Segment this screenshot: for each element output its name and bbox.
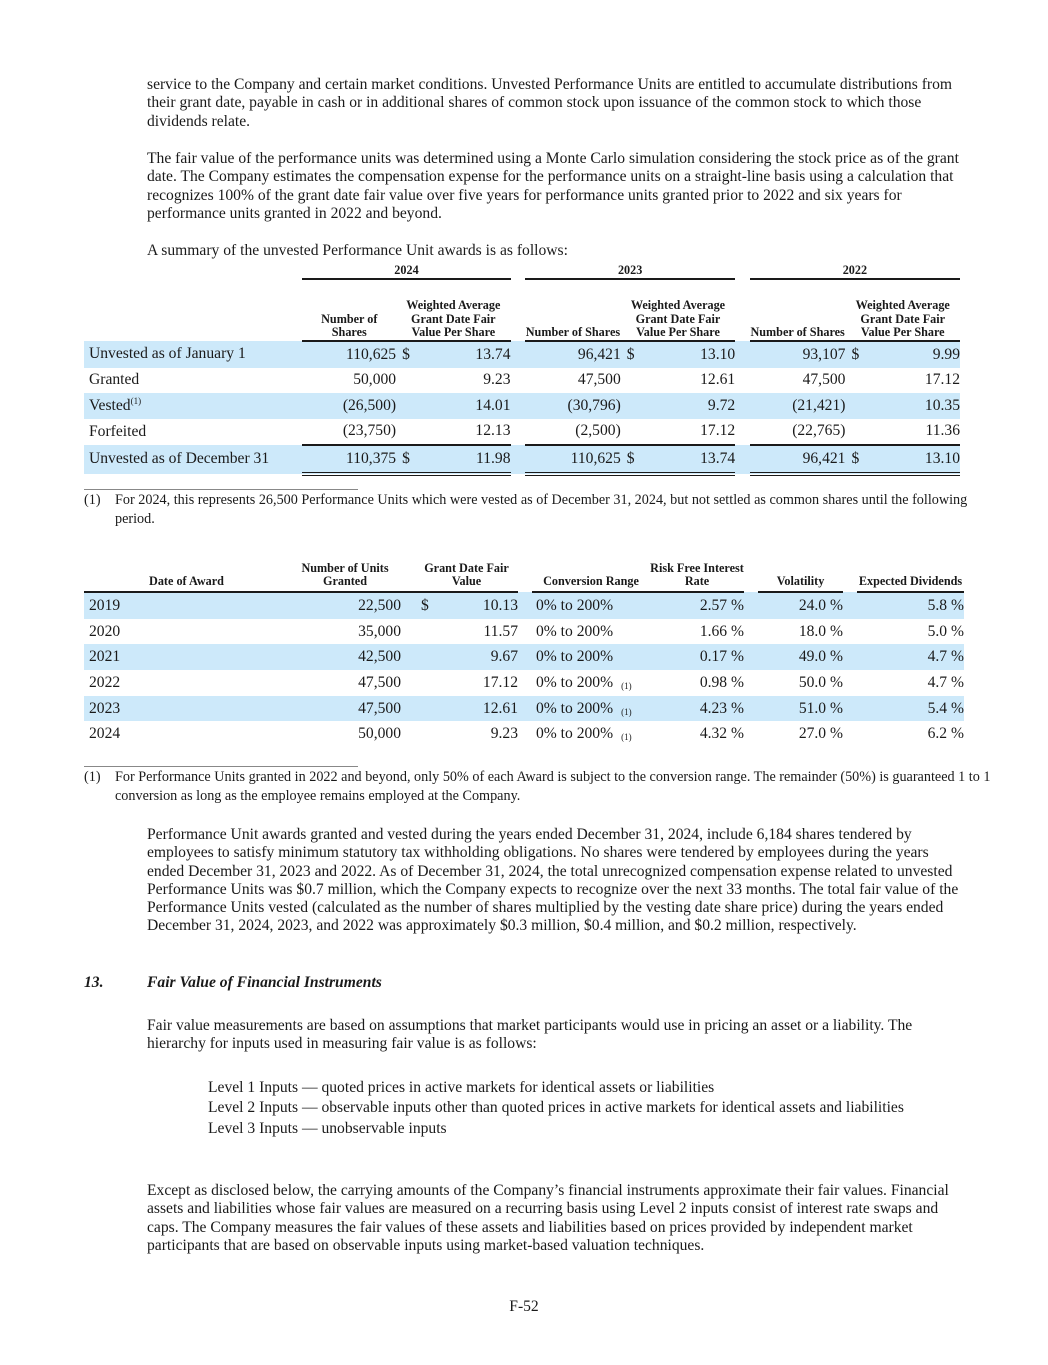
section-number: 13. bbox=[84, 974, 104, 991]
grant-fair-value: 11.57 bbox=[483, 622, 518, 640]
fair-value-hierarchy-list bbox=[208, 1078, 948, 1139]
row-label: Forfeited bbox=[89, 422, 147, 440]
cell bbox=[621, 393, 642, 419]
grant-fair-value: 9.67 bbox=[490, 648, 518, 666]
table-row bbox=[84, 419, 960, 446]
units-granted: 47,500 bbox=[358, 699, 401, 717]
conversion-range: 0% to 200% bbox=[536, 596, 614, 614]
footnote-ref: (1) bbox=[130, 396, 142, 407]
table-row bbox=[84, 592, 964, 619]
table-row-total bbox=[84, 445, 960, 474]
table-row bbox=[84, 696, 964, 722]
volatility: 24.0 % bbox=[798, 596, 843, 614]
grant-fair-value: 10.13 bbox=[482, 596, 518, 614]
level-1-item: Level 1 Inputs — quoted prices in active markets for identical assets or liabilities bbox=[208, 1079, 715, 1096]
table-row bbox=[84, 341, 960, 368]
expected-dividends: 4.7 % bbox=[927, 648, 964, 666]
units-granted: 50,000 bbox=[358, 725, 401, 743]
units-granted: 22,500 bbox=[358, 596, 401, 614]
col-header-shares: Number of Shares bbox=[525, 279, 621, 341]
cell: (22,765) bbox=[792, 422, 846, 440]
volatility: 27.0 % bbox=[798, 725, 843, 743]
col-header-expected-dividends: Expected Dividends bbox=[857, 560, 964, 592]
award-year: 2022 bbox=[89, 673, 121, 691]
table-row bbox=[84, 619, 964, 645]
cell: 93,107 bbox=[802, 345, 846, 363]
cell: 96,421 bbox=[577, 345, 621, 363]
cell: 11.36 bbox=[925, 422, 960, 440]
expected-dividends: 6.2 % bbox=[927, 725, 964, 743]
currency-symbol bbox=[415, 619, 435, 645]
expected-dividends: 4.7 % bbox=[927, 673, 964, 691]
col-header-wagdfv: Weighted Average Grant Date Fair Value Per Share bbox=[845, 279, 960, 341]
conversion-range: 0% to 200% bbox=[536, 648, 614, 666]
row-label: Granted bbox=[89, 371, 140, 389]
col-header-date: Date of Award bbox=[84, 560, 289, 592]
footnote-ref: (1) bbox=[621, 680, 632, 691]
col-header-fair-value: Grant Date Fair Value bbox=[415, 560, 518, 592]
fair-value-intro: Fair value measurements are based on assumptions that market participants would use in pricing an asset or a liability. The hierarchy for inputs used in measuring fair value is as follows: bbox=[147, 1017, 913, 1053]
cell: (23,750) bbox=[342, 422, 397, 440]
risk-free-rate: 2.57 % bbox=[699, 596, 744, 614]
cell: $ bbox=[621, 445, 642, 474]
cell: (2,500) bbox=[575, 422, 621, 440]
cell: 47,500 bbox=[577, 371, 621, 389]
footnote-divider bbox=[84, 489, 358, 490]
cell: 13.10 bbox=[700, 345, 736, 363]
cell bbox=[845, 393, 866, 419]
cell: $ bbox=[626, 345, 635, 363]
footnote-ref: (1) bbox=[621, 732, 632, 743]
volatility: 18.0 % bbox=[798, 622, 843, 640]
cell: 110,625 bbox=[525, 445, 621, 474]
units-granted: 42,500 bbox=[358, 648, 401, 666]
volatility: 49.0 % bbox=[798, 648, 843, 666]
currency-symbol bbox=[415, 644, 435, 670]
col-header-shares: Number of Shares bbox=[302, 279, 396, 341]
col-header-volatility: Volatility bbox=[758, 560, 843, 592]
unvested-summary-table bbox=[84, 264, 960, 476]
intro-paragraph-1: service to the Company and certain market conditions. Unvested Performance Units are entitled to accumulate distributions from their grant date, payable in cash or in additional shares of common stock upon issuance of the common stock to which those dividends relate. bbox=[147, 76, 953, 130]
year-header-2023: 2023 bbox=[525, 264, 735, 279]
table-row bbox=[84, 644, 964, 670]
currency-symbol bbox=[415, 696, 435, 722]
table-row bbox=[84, 721, 964, 747]
year-header-2024: 2024 bbox=[302, 264, 510, 279]
page-number: F-52 bbox=[509, 1298, 539, 1315]
conversion-range: 0% to 200% (1) bbox=[536, 725, 632, 743]
cell: 13.74 bbox=[642, 445, 736, 474]
award-year: 2023 bbox=[89, 699, 121, 717]
year-header-2022: 2022 bbox=[750, 264, 960, 279]
conversion-range: 0% to 200% (1) bbox=[536, 673, 632, 691]
col-header-wagdfv: Weighted Average Grant Date Fair Value Per Share bbox=[396, 279, 510, 341]
cell: 9.99 bbox=[932, 345, 960, 363]
cell: $ bbox=[851, 345, 860, 363]
cell: 11.98 bbox=[417, 445, 511, 474]
expected-dividends: 5.0 % bbox=[927, 622, 964, 640]
col-header-risk-free-rate: Risk Free Interest Rate bbox=[650, 560, 744, 592]
cell bbox=[396, 368, 417, 394]
award-year: 2024 bbox=[89, 725, 121, 743]
cell: 12.13 bbox=[475, 422, 511, 440]
cell bbox=[396, 419, 417, 446]
cell: 9.23 bbox=[483, 371, 511, 389]
risk-free-rate: 0.17 % bbox=[699, 648, 744, 666]
cell: 47,500 bbox=[802, 371, 846, 389]
tendered-shares-paragraph: Performance Unit awards granted and vested during the years ended December 31, 2024, include 6,184 shares tendered by employees to satisfy minimum statutory tax withholding obligations. No shares were tendered by employees during the years ended December 31, 2023 and 2022. As of December 31, 2024, the total unrecognized compensation expense related to unvested Performance Units was $0.7 million, which the Company expects to recognize over the next 33 months. The total fair value of the Performance Units vested (calculated as the number of shares multiplied by the vesting date share price) during the years ended December 31, 2024, 2023, and 2022 was approximately $0.3 million, $0.4 million, and $0.2 million, respectively. bbox=[147, 826, 959, 935]
cell: $ bbox=[402, 345, 410, 363]
cell: 110,375 bbox=[302, 445, 396, 474]
risk-free-rate: 4.23 % bbox=[699, 699, 744, 717]
cell: 17.12 bbox=[924, 371, 960, 389]
cell bbox=[621, 368, 642, 394]
cell: (30,796) bbox=[567, 396, 621, 414]
col-header-wagdfv: Weighted Average Grant Date Fair Value Per Share bbox=[621, 279, 735, 341]
footnote-ref: (1) bbox=[621, 706, 632, 717]
grant-fair-value: 12.61 bbox=[482, 699, 518, 717]
summary-intro: A summary of the unvested Performance Unit awards is as follows: bbox=[147, 242, 568, 259]
cell: (26,500) bbox=[342, 396, 397, 414]
cell: 13.10 bbox=[866, 445, 960, 474]
valuation-assumptions-table bbox=[84, 560, 964, 747]
units-granted: 35,000 bbox=[358, 622, 401, 640]
expected-dividends: 5.8 % bbox=[927, 596, 964, 614]
row-label: Vested$^{(1)}$ bbox=[89, 396, 142, 415]
cell bbox=[621, 419, 642, 446]
award-year: 2019 bbox=[89, 596, 121, 614]
cell: 14.01 bbox=[475, 396, 511, 414]
award-year: 2020 bbox=[89, 622, 121, 640]
fair-value-closing-paragraph: Except as disclosed below, the carrying amounts of the Company’s financial instruments approximate their fair values. Financial assets and liabilities whose fair values are measured on a recurring basis using Level 2 inputs consist of interest rate swaps and caps. The Company measures the fair values of these assets and liabilities based on prices provided by independent market participants that are based on observable inputs using market-based valuation techniques. bbox=[147, 1182, 949, 1254]
level-2-item: Level 2 Inputs — observable inputs other than quoted prices in active markets for identical assets and liabilities bbox=[208, 1099, 904, 1117]
table-row bbox=[84, 368, 960, 394]
grant-fair-value: 9.23 bbox=[490, 725, 518, 743]
footnote-1: (1) For 2024, this represents 26,500 Performance Units which were vested as of December 31, 2024, but not settled as common shares until the following period. bbox=[84, 492, 968, 527]
table-row bbox=[84, 670, 964, 696]
cell: 12.61 bbox=[700, 371, 736, 389]
cell: 10.35 bbox=[924, 396, 960, 414]
cell bbox=[396, 393, 417, 419]
level-3-item: Level 3 Inputs — unobservable inputs bbox=[208, 1119, 447, 1137]
row-label: Unvested as of January 1 bbox=[89, 345, 246, 363]
col-header-units: Number of Units Granted bbox=[289, 560, 401, 592]
footnote-divider bbox=[84, 766, 358, 767]
conversion-range: 0% to 200% (1) bbox=[536, 699, 632, 717]
risk-free-rate: 1.66 % bbox=[699, 622, 744, 640]
risk-free-rate: 0.98 % bbox=[699, 673, 744, 691]
col-header-shares: Number of Shares bbox=[750, 279, 846, 341]
units-granted: 47,500 bbox=[358, 673, 401, 691]
expected-dividends: 5.4 % bbox=[927, 699, 964, 717]
currency-symbol: $ bbox=[421, 596, 429, 614]
footnote-2: (1) For Performance Units granted in 2022 and beyond, only 50% of each Award is subject to the conversion range. The remainder (50%) is guaranteed 1 to 1 conversion as long as the employee remains employed at the Company. bbox=[84, 769, 991, 804]
cell: 50,000 bbox=[353, 371, 397, 389]
cell bbox=[845, 368, 866, 394]
col-header-conversion-range: Conversion Range bbox=[532, 560, 650, 592]
cell: 17.12 bbox=[700, 422, 736, 440]
grant-fair-value: 17.12 bbox=[482, 673, 518, 691]
award-year: 2021 bbox=[89, 648, 121, 666]
volatility: 50.0 % bbox=[798, 673, 843, 691]
risk-free-rate: 4.32 % bbox=[699, 725, 744, 743]
cell: $ bbox=[396, 445, 417, 474]
volatility: 51.0 % bbox=[798, 699, 843, 717]
cell: 9.72 bbox=[707, 396, 736, 414]
cell: 110,625 bbox=[345, 345, 397, 363]
cell: $ bbox=[845, 445, 866, 474]
cell: (21,421) bbox=[792, 396, 846, 414]
currency-symbol bbox=[415, 670, 435, 696]
intro-paragraph-2: The fair value of the performance units was determined using a Monte Carlo simulation considering the stock price as of the grant date. The Company estimates the compensation expense for the performance units on a straight-line basis using a calculation that recognizes 100% of the grant date fair value over five years for performance units granted prior to 2022 and six years for performance units granted in 2022 and beyond. bbox=[147, 150, 959, 222]
section-title: Fair Value of Financial Instruments bbox=[147, 974, 382, 991]
cell: 96,421 bbox=[750, 445, 846, 474]
table-row bbox=[84, 393, 960, 419]
cell: 13.74 bbox=[475, 345, 511, 363]
conversion-range: 0% to 200% bbox=[536, 622, 614, 640]
cell bbox=[845, 419, 866, 446]
row-label: Unvested as of December 31 bbox=[89, 450, 270, 468]
currency-symbol bbox=[415, 721, 435, 747]
